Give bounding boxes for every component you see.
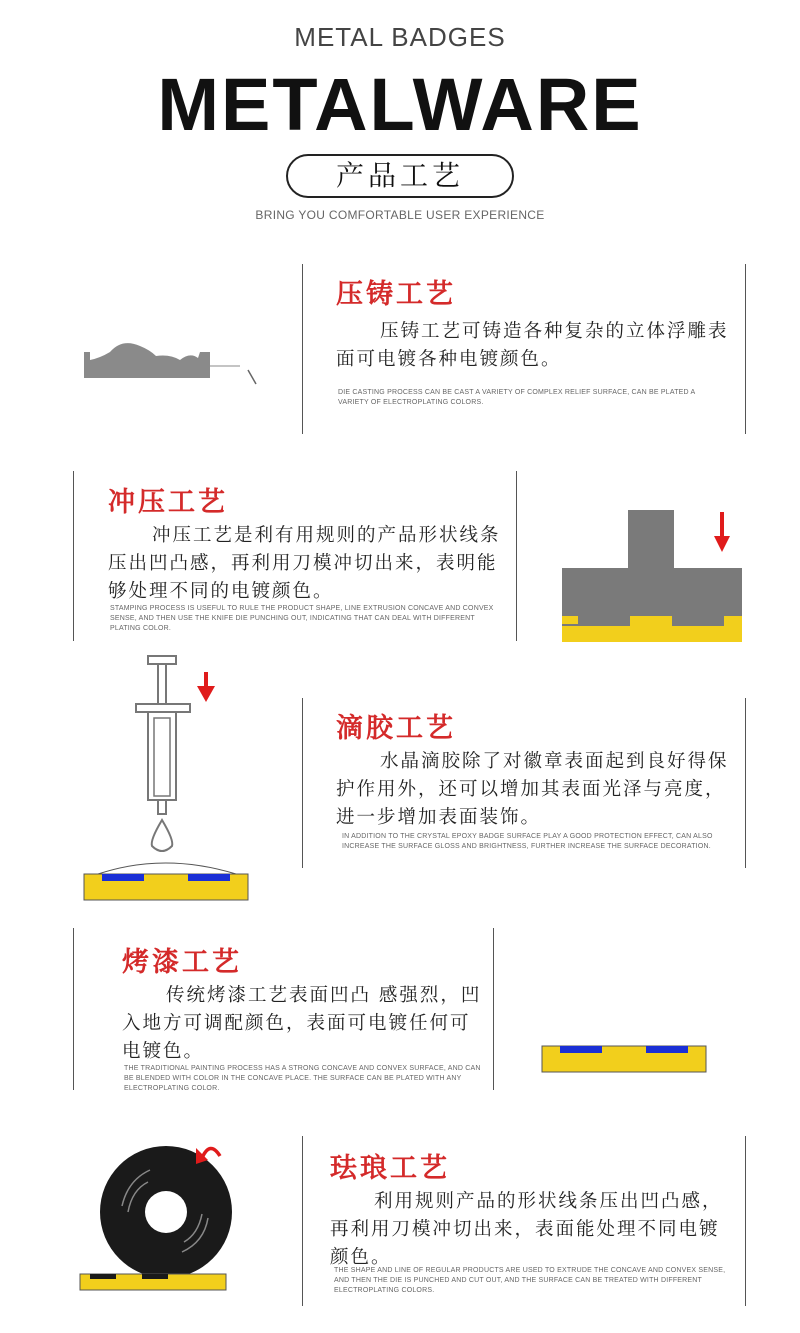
section-english: THE SHAPE AND LINE OF REGULAR PRODUCTS ARE USED TO EXTRUDE THE CONCAVE AND CONVEX SENSE, AND THEN THE DIE IS PUNCHED AND CUT OUT, AND THE SURFACE CAN BE TREATED WITH DIFFERENT ELECTROPLATING COLORS. — [334, 1267, 726, 1294]
page-subtitle: METAL BADGES — [294, 22, 506, 52]
divider-line — [745, 1136, 746, 1306]
section-body: 压铸工艺可铸造各种复杂的立体浮雕表面可电镀各种电镀颜色。 — [336, 321, 729, 370]
divider-line — [745, 698, 746, 868]
section-english: DIE CASTING PROCESS CAN BE CAST A VARIETY OF COMPLEX RELIEF SURFACE, CAN BE PLATED A VARIETY OF ELECTROPLATING COLORS. — [338, 389, 696, 406]
section-body: 传统烤漆工艺表面凹凸 感强烈，凹入地方可调配颜色，表面可电镀任何可电镀色。 — [122, 985, 482, 1062]
section-body: 利用规则产品的形状线条压出凹凸感，再利用刀模冲切出来，表面能处理不同电镀颜色。 — [330, 1191, 723, 1268]
divider-line — [73, 471, 74, 641]
section-english: THE TRADITIONAL PAINTING PROCESS HAS A STRONG CONCAVE AND CONVEX SURFACE, AND CAN BE BLENDED WITH COLOR IN THE CONCAVE PLACE. THE SURFACE CAN BE PLATED WITH ANY ELECTROPLATING COLOR. — [124, 1065, 481, 1092]
page-title: METALWARE — [157, 63, 643, 146]
section-body: 水晶滴胶除了对徽章表面起到良好得保护作用外，还可以增加其表面光泽与亮度，进一步增加表面装饰。 — [336, 751, 729, 828]
section-body: 冲压工艺是利有用规则的产品形状线条压出凹凸感，再利用刀模冲切出来，表明能够处理不同的电镀颜色。 — [108, 525, 501, 602]
syringe-epoxy-icon — [80, 654, 290, 902]
section-english: STAMPING PROCESS IS USEFUL TO RULE THE PRODUCT SHAPE, LINE EXTRUSION CONCAVE AND CONVEX SENSE, AND THEN USE THE KNIFE DIE PUNCHING OUT, INDICATING THAT CAN DEAL WITH DIFFERENT PLATING COLOR. — [110, 605, 494, 632]
divider-line — [745, 264, 746, 434]
section-title: 珐琅工艺 — [330, 1153, 450, 1184]
relief-casting-icon — [80, 330, 270, 390]
stamping-press-icon — [560, 508, 745, 644]
enamel-grinding-wheel-icon — [78, 1130, 248, 1292]
section-title: 烤漆工艺 — [122, 947, 242, 978]
section-english: IN ADDITION TO THE CRYSTAL EPOXY BADGE SURFACE PLAY A GOOD PROTECTION EFFECT, CAN ALSO INCREASE THE SURFACE GLOSS AND BRIGHTNESS, FURTHER INCREASE THE SURFACE DECORATION. — [342, 833, 713, 850]
divider-line — [73, 928, 74, 1090]
divider-line — [302, 264, 303, 434]
section-title: 冲压工艺 — [108, 487, 228, 518]
tagline: BRING YOU COMFORTABLE USER EXPERIENCE — [255, 208, 545, 222]
divider-line — [302, 698, 303, 868]
divider-line — [302, 1136, 303, 1306]
section-title: 压铸工艺 — [336, 279, 456, 310]
section-pill-label: 产品工艺 — [286, 154, 514, 198]
divider-line — [493, 928, 494, 1090]
baked-paint-plate-icon — [540, 1044, 710, 1074]
divider-line — [516, 471, 517, 641]
section-title: 滴胶工艺 — [336, 713, 456, 744]
